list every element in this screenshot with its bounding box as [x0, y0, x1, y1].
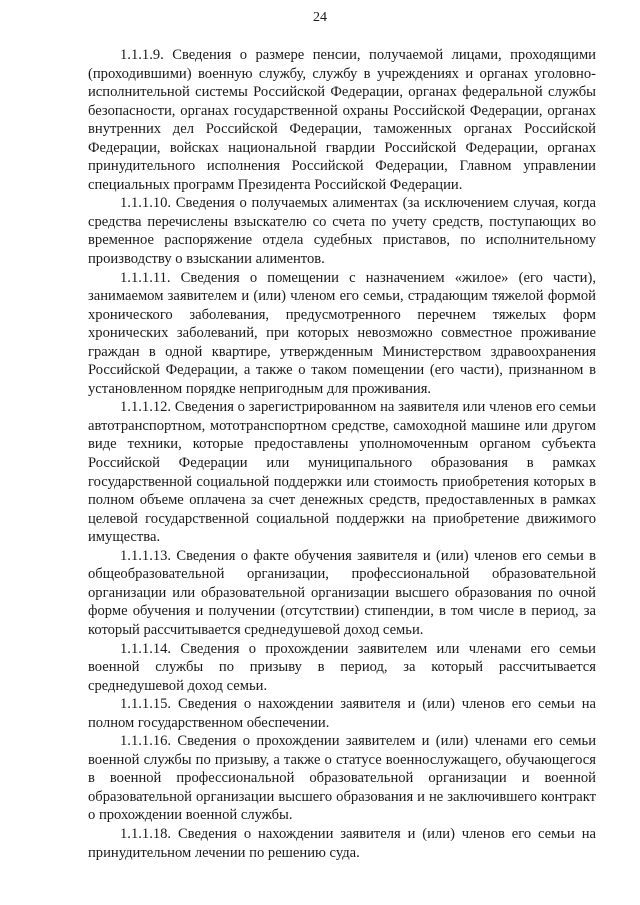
paragraph-1-1-1-13: 1.1.1.13. Сведения о факте обучения заявителя и (или) членов его семьи в общеобразовательной организации, профессиональной образовательной организации или образовательной организации высшего образования по очной форме обучения и получении (отсутствии) стипендии, в том числе в период, за который рассчитывается среднедушевой доход семьи.: [88, 547, 596, 638]
paragraph-1-1-1-15: 1.1.1.15. Сведения о нахождении заявителя и (или) членов его семьи на полном государственном обеспечении.: [88, 696, 596, 731]
paragraph-1-1-1-12: 1.1.1.12. Сведения о зарегистрированном на заявителя или членов его семьи автотранспортном, мототранспортном средстве, самоходной машине или другом виде техники, которые предоставлены уполномоченным органом субъекта Российской Федерации или муниципального образования в рамках государственной социальной поддержки или стоимость приобретения которых в полном объеме оплачена за счет денежных средств, предоставленных в рамках целевой государственной социальной поддержки на приобретение движимого имущества.: [88, 399, 596, 546]
paragraph-1-1-1-18: 1.1.1.18. Сведения о нахождении заявителя и (или) членов его семьи на принудительном лечении по решению суда.: [88, 825, 596, 861]
paragraph-1-1-1-10: 1.1.1.10. Сведения о получаемых алиментах (за исключением случая, когда средства перечислены взыскателю со счета по учету средств, поступающих во временное распоряжение отдела судебных приставов, по исполнительному производству о взыскании алиментов.: [88, 195, 596, 268]
paragraph-1-1-1-16: 1.1.1.16. Сведения о прохождении заявителем и (или) членами его семьи военной службы по призыву, а также о статусе военнослужащего, обучающегося в военной профессиональной образовательной организации и военной образовательной организации высшего образования и не заключившего контракт о прохождении военной службы.: [88, 733, 596, 824]
paragraph-1-1-1-11: 1.1.1.11. Сведения о помещении с назначением «жилое» (его части), занимаемом заявителем и (или) членом его семьи, страдающим тяжелой формой хронического заболевания, предусмотренного перечнем тяжелых форм хронических заболеваний, при которых невозможно совместное проживание граждан в одной квартире, утвержденным Министерством здравоохранения Российской Федерации, а также о таком помещении (его части), признанном в установленном порядке непригодным для проживания.: [88, 269, 596, 397]
paragraph-1-1-1-9: 1.1.1.9. Сведения о размере пенсии, получаемой лицами, проходящими (проходившими) военную службу, службу в учреждениях и органах уголовно-исполнительной системы Российской Федерации, органах федеральной службы безопасности, органах государственной охраны Российской Федерации, органах внутренних дел Российской Федерации, таможенных органах Российской Федерации, войсках национальной гвардии Российской Федерации, органах принудительного исполнения Российской Федерации, Главном управлении специальных программ Президента Российской Федерации.: [88, 47, 596, 193]
document-body: [88, 46, 596, 862]
page-number: 24: [313, 10, 327, 25]
paragraph-1-1-1-14: 1.1.1.14. Сведения о прохождении заявителем или членами его семьи военной службы по призыву в период, за который рассчитывается среднедушевой доход семьи.: [88, 640, 596, 694]
